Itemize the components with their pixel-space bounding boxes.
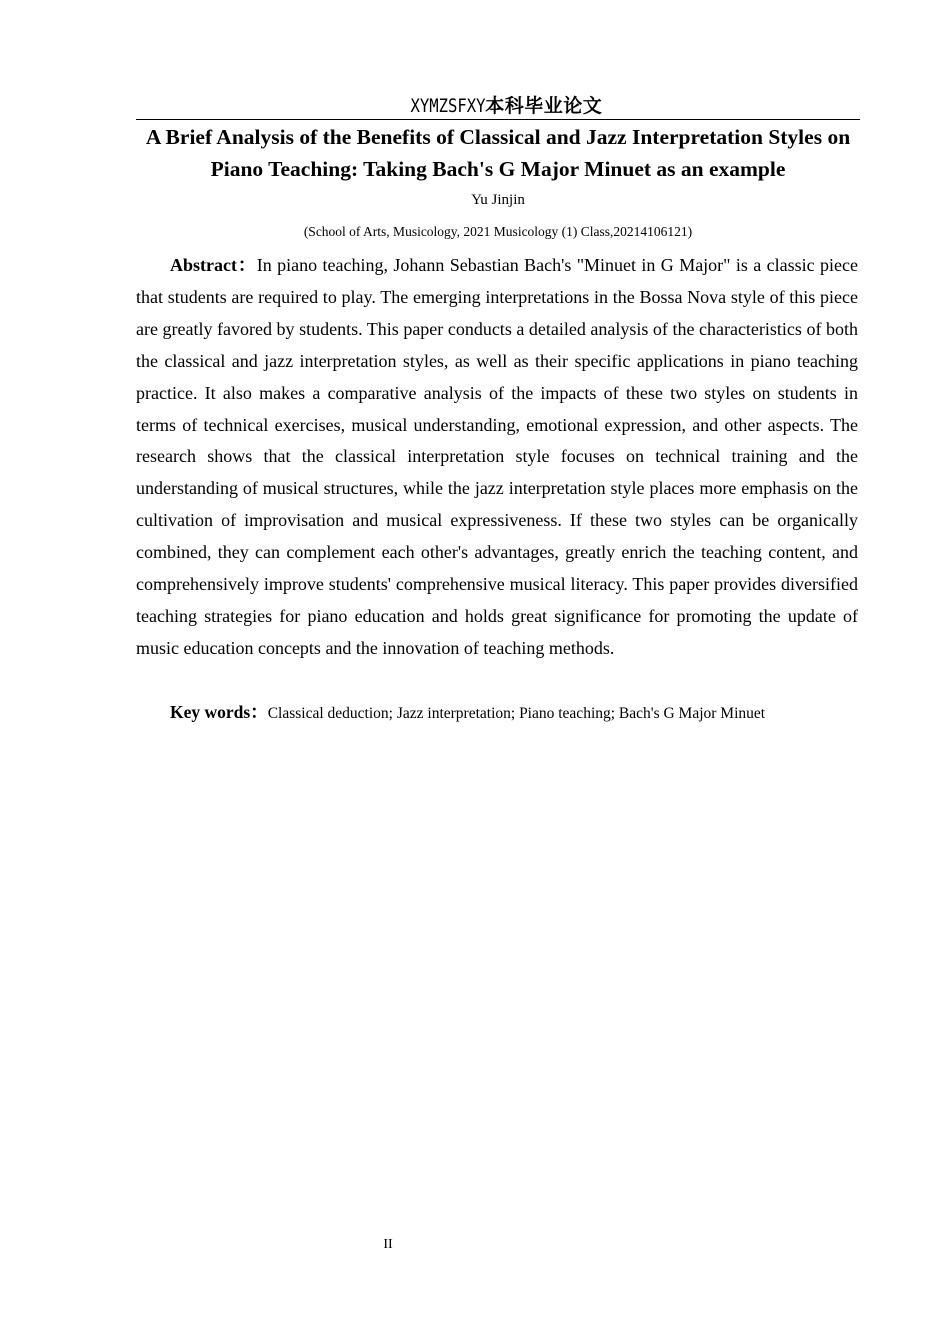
abstract-text: In piano teaching, Johann Sebastian Bach's "Minuet in G Major" is a classic piece that students are required to play. The emerging interpretations in the Bossa Nova style of this piece are greatly favored by students. This paper conducts a detailed analysis of the characteristics of both the classical and jazz interpretation styles, as well as their specific applications in piano teaching practice. It also makes a comparative analysis of the impacts of these two styles on students in terms of technical exercises, musical understanding, emotional expression, and other aspects. The research shows that the classical interpretation style focuses on technical training and the understanding of musical structures, while the jazz interpretation style places more emphasis on the cultivation of improvisation and musical expressiveness. If these two styles can be organically combined, they can complement each other's advantages, greatly enrich the teaching content, and comprehensively improve students' comprehensive musical literacy. This paper provides diversified teaching strategies for piano education and holds great significance for promoting the update of music education concepts and the innovation of teaching methods.	[136, 255, 858, 658]
keywords-label: Key words：	[170, 702, 268, 722]
keywords-line	[170, 699, 860, 727]
keywords-text: Classical deduction; Jazz interpretation; Piano teaching; Bach's G Major Minuet	[267, 705, 766, 722]
running-header	[136, 92, 860, 120]
author-name: Yu Jinjin	[471, 192, 525, 208]
paper-title: A Brief Analysis of the Benefits of Classical and Jazz Interpretation Styles on Piano Teaching: Taking Bach's G Major Minuet as an example	[145, 125, 851, 181]
page-number: II	[383, 1237, 393, 1252]
abstract-paragraph	[136, 250, 858, 665]
header-chinese-text: 本科毕业论文	[485, 95, 603, 117]
author-affiliation: (School of Arts, Musicology, 2021 Musicology (1) Class,20214106121)	[303, 224, 693, 239]
header-code: XYMZSFXY	[410, 95, 486, 117]
abstract-label: Abstract：	[170, 255, 257, 275]
